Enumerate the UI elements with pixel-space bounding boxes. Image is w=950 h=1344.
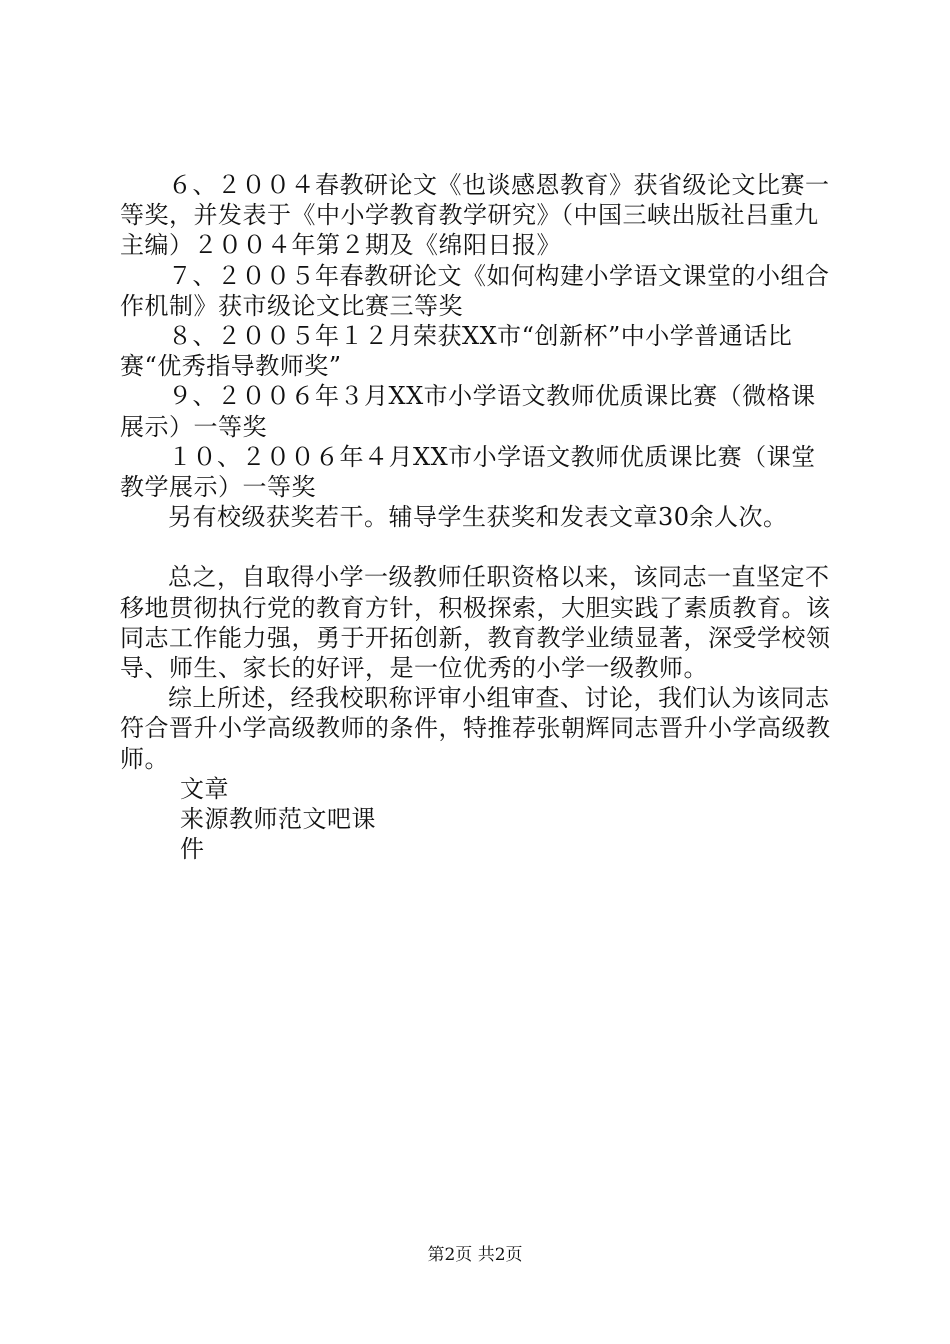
award-item-6: ６、２００４春教研论文《也谈感恩教育》获省级论文比赛一等奖，并发表于《中小学教育教学研究》（中国三峡出版社吕重九主编）２００４年第２期及《绵阳日报》 xyxy=(120,171,830,260)
summary-paragraph: 总之，自取得小学一级教师任职资格以来，该同志一直坚定不移地贯彻执行党的教育方针，积极探索，大胆实践了素质教育。该同志工作能力强，勇于开拓创新，教育教学业绩显著，深受学校领导、师生、家长的好评，是一位优秀的小学一级教师。 xyxy=(120,563,831,683)
page-number-footer: 第2页 共2页 xyxy=(427,1245,523,1265)
award-item-10: １０、２００６年４月XX市小学语文教师优质课比赛（课堂教学展示）一等奖 xyxy=(120,442,816,502)
source-line-2: 来源教师范文吧课 xyxy=(180,805,376,834)
award-item-7: ７、２００５年春教研论文《如何构建小学语文课堂的小组合作机制》获市级论文比赛三等奖 xyxy=(120,261,830,320)
document-body xyxy=(120,170,840,864)
conclusion-paragraph: 综上所述，经我校职称评审小组审查、讨论，我们认为该同志符合晋升小学高级教师的条件，特推荐张朝辉同志晋升小学高级教师。 xyxy=(120,684,831,773)
other-awards-note: 另有校级获奖若干。辅导学生获奖和发表文章30余人次。 xyxy=(168,503,788,532)
award-item-8: ８、２００５年１２月荣获XX市“创新杯”中小学普通话比赛“优秀指导教师奖” xyxy=(120,322,793,381)
source-line-3: 件 xyxy=(180,835,205,864)
source-line-1: 文章 xyxy=(180,774,229,803)
award-item-9: ９、２００６年３月XX市小学语文教师优质课比赛（微格课展示）一等奖 xyxy=(120,382,816,441)
